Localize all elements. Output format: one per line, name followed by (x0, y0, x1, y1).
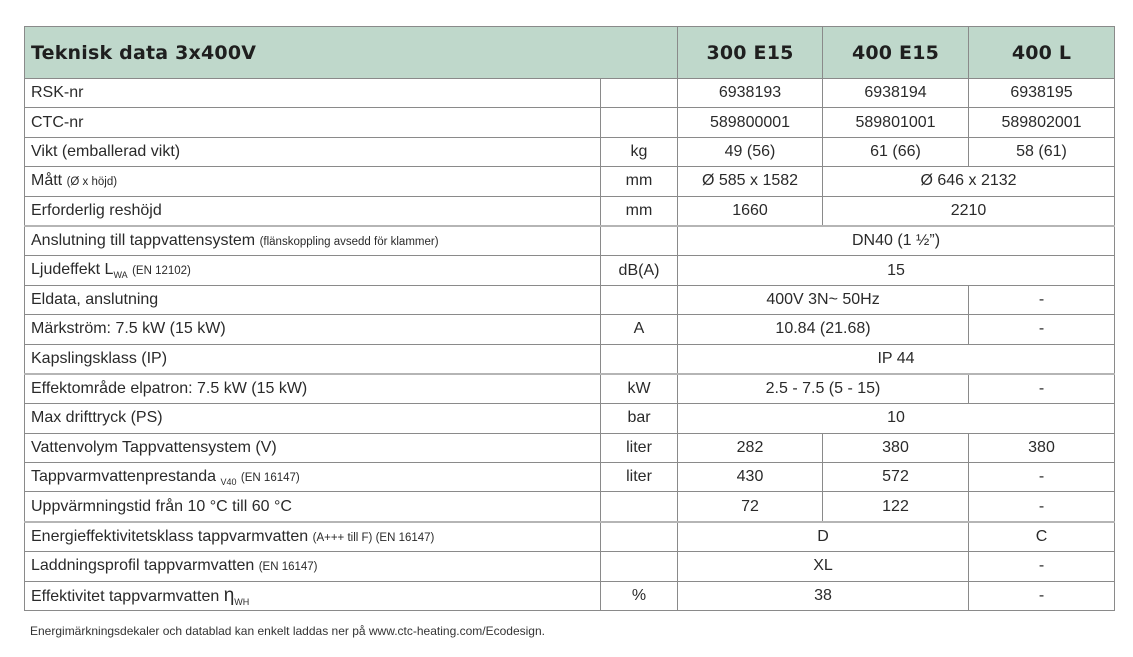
row-unit (601, 108, 678, 137)
table-row (25, 79, 1115, 108)
cell-value: IP 44 (678, 344, 1115, 374)
table-row (25, 196, 1115, 226)
cell-value: - (969, 463, 1115, 492)
label-text: Anslutning till tappvattensystem (31, 232, 256, 250)
cell-value: - (969, 581, 1115, 610)
row-label (25, 552, 601, 581)
cell-value: 6938194 (823, 79, 969, 108)
model-header: 400 E15 (823, 27, 969, 79)
model-header: 300 E15 (678, 27, 823, 79)
label-text: Effektivitet tappvarmvatten (31, 587, 220, 605)
table-row (25, 226, 1115, 256)
table-header-row (25, 27, 1115, 79)
label-text: Mått (31, 172, 63, 190)
cell-value: 6938193 (678, 79, 823, 108)
row-label: Max drifttryck (PS) (25, 404, 601, 433)
cell-value: C (969, 522, 1115, 552)
cell-value: 430 (678, 463, 823, 492)
cell-value: 61 (66) (823, 137, 969, 166)
cell-value: 10.84 (21.68) (678, 315, 969, 344)
row-label: Märkström: 7.5 kW (15 kW) (25, 315, 601, 344)
row-label: Effektområde elpatron: 7.5 kW (15 kW) (25, 374, 601, 404)
table-row (25, 285, 1115, 314)
row-label: Erforderlig reshöjd (25, 196, 601, 226)
cell-value: 589800001 (678, 108, 823, 137)
row-unit: kW (601, 374, 678, 404)
table-row (25, 315, 1115, 344)
row-label (25, 522, 601, 552)
row-label (25, 463, 601, 492)
cell-value: XL (678, 552, 969, 581)
row-unit: mm (601, 196, 678, 226)
row-label: Uppvärmningstid från 10 °C till 60 °C (25, 492, 601, 522)
row-label: Kapslingsklass (IP) (25, 344, 601, 374)
table-title: Teknisk data 3x400V (25, 27, 678, 79)
table-row (25, 492, 1115, 522)
table-row (25, 404, 1115, 433)
table-row (25, 256, 1115, 285)
cell-value: 589801001 (823, 108, 969, 137)
row-label: Eldata, anslutning (25, 285, 601, 314)
row-label: CTC-nr (25, 108, 601, 137)
table-row (25, 552, 1115, 581)
row-unit (601, 79, 678, 108)
label-text: Energieffektivitetsklass tappvarmvatten (31, 528, 309, 546)
label-note: (EN 12102) (132, 265, 191, 278)
cell-value: DN40 (1 ½”) (678, 226, 1115, 256)
cell-value: 38 (678, 581, 969, 610)
label-subscript: WH (234, 596, 250, 607)
cell-value: D (678, 522, 969, 552)
cell-value: 72 (678, 492, 823, 522)
cell-value: Ø 585 x 1582 (678, 167, 823, 196)
cell-value: 400V 3N~ 50Hz (678, 285, 969, 314)
cell-value: 282 (678, 433, 823, 462)
cell-value: - (969, 315, 1115, 344)
cell-value: 572 (823, 463, 969, 492)
cell-value: 380 (969, 433, 1115, 462)
cell-value: - (969, 374, 1115, 404)
label-note: (EN 16147) (258, 561, 318, 574)
table-row (25, 137, 1115, 166)
table-row (25, 374, 1115, 404)
row-unit: liter (601, 463, 678, 492)
table-row (25, 463, 1115, 492)
row-label: Vattenvolym Tappvattensystem (V) (25, 433, 601, 462)
row-unit: kg (601, 137, 678, 166)
cell-value: 1660 (678, 196, 823, 226)
row-label (25, 167, 601, 196)
cell-value: 122 (823, 492, 969, 522)
label-text: Ljudeffekt L (31, 261, 114, 279)
cell-value: 2210 (823, 196, 1115, 226)
cell-value: 380 (823, 433, 969, 462)
label-note: (EN 16147) (240, 471, 300, 484)
table-row (25, 108, 1115, 137)
table-row (25, 522, 1115, 552)
table-row (25, 433, 1115, 462)
row-label: Vikt (emballerad vikt) (25, 137, 601, 166)
cell-value: - (969, 285, 1115, 314)
cell-value: 58 (61) (969, 137, 1115, 166)
technical-data-table (24, 26, 1115, 611)
row-unit (601, 226, 678, 256)
row-unit (601, 552, 678, 581)
cell-value: 589802001 (969, 108, 1115, 137)
label-text: Laddningsprofil tappvarmvatten (31, 557, 255, 575)
cell-value: 49 (56) (678, 137, 823, 166)
label-note: (A+++ till F) (EN 16147) (312, 532, 435, 545)
row-label (25, 581, 601, 610)
row-unit: mm (601, 167, 678, 196)
row-unit (601, 285, 678, 314)
row-unit: dB(A) (601, 256, 678, 285)
label-subscript: V40 (220, 476, 237, 487)
table-row (25, 167, 1115, 196)
footnote: Energimärkningsdekaler och datablad kan enkelt laddas ner på www.ctc-heating.com/Ecodesign. (30, 624, 545, 638)
label-note: (flänskoppling avsedd för klammer) (259, 236, 439, 249)
label-text: Tappvarmvattenprestanda (31, 467, 216, 485)
row-label (25, 256, 601, 285)
cell-value: 10 (678, 404, 1115, 433)
cell-value: Ø 646 x 2132 (823, 167, 1115, 196)
table-row (25, 581, 1115, 610)
row-unit (601, 492, 678, 522)
label-subscript: WA (113, 270, 128, 281)
row-unit: liter (601, 433, 678, 462)
cell-value: 15 (678, 256, 1115, 285)
row-label: RSK-nr (25, 79, 601, 108)
eta-symbol: η (223, 584, 235, 606)
row-unit (601, 522, 678, 552)
cell-value: 2.5 - 7.5 (5 - 15) (678, 374, 969, 404)
row-unit: bar (601, 404, 678, 433)
row-label (25, 226, 601, 256)
cell-value: 6938195 (969, 79, 1115, 108)
cell-value: - (969, 552, 1115, 581)
cell-value: - (969, 492, 1115, 522)
label-note: (Ø x höjd) (66, 176, 118, 189)
model-header: 400 L (969, 27, 1115, 79)
row-unit: % (601, 581, 678, 610)
row-unit (601, 344, 678, 374)
table-row (25, 344, 1115, 374)
row-unit: A (601, 315, 678, 344)
